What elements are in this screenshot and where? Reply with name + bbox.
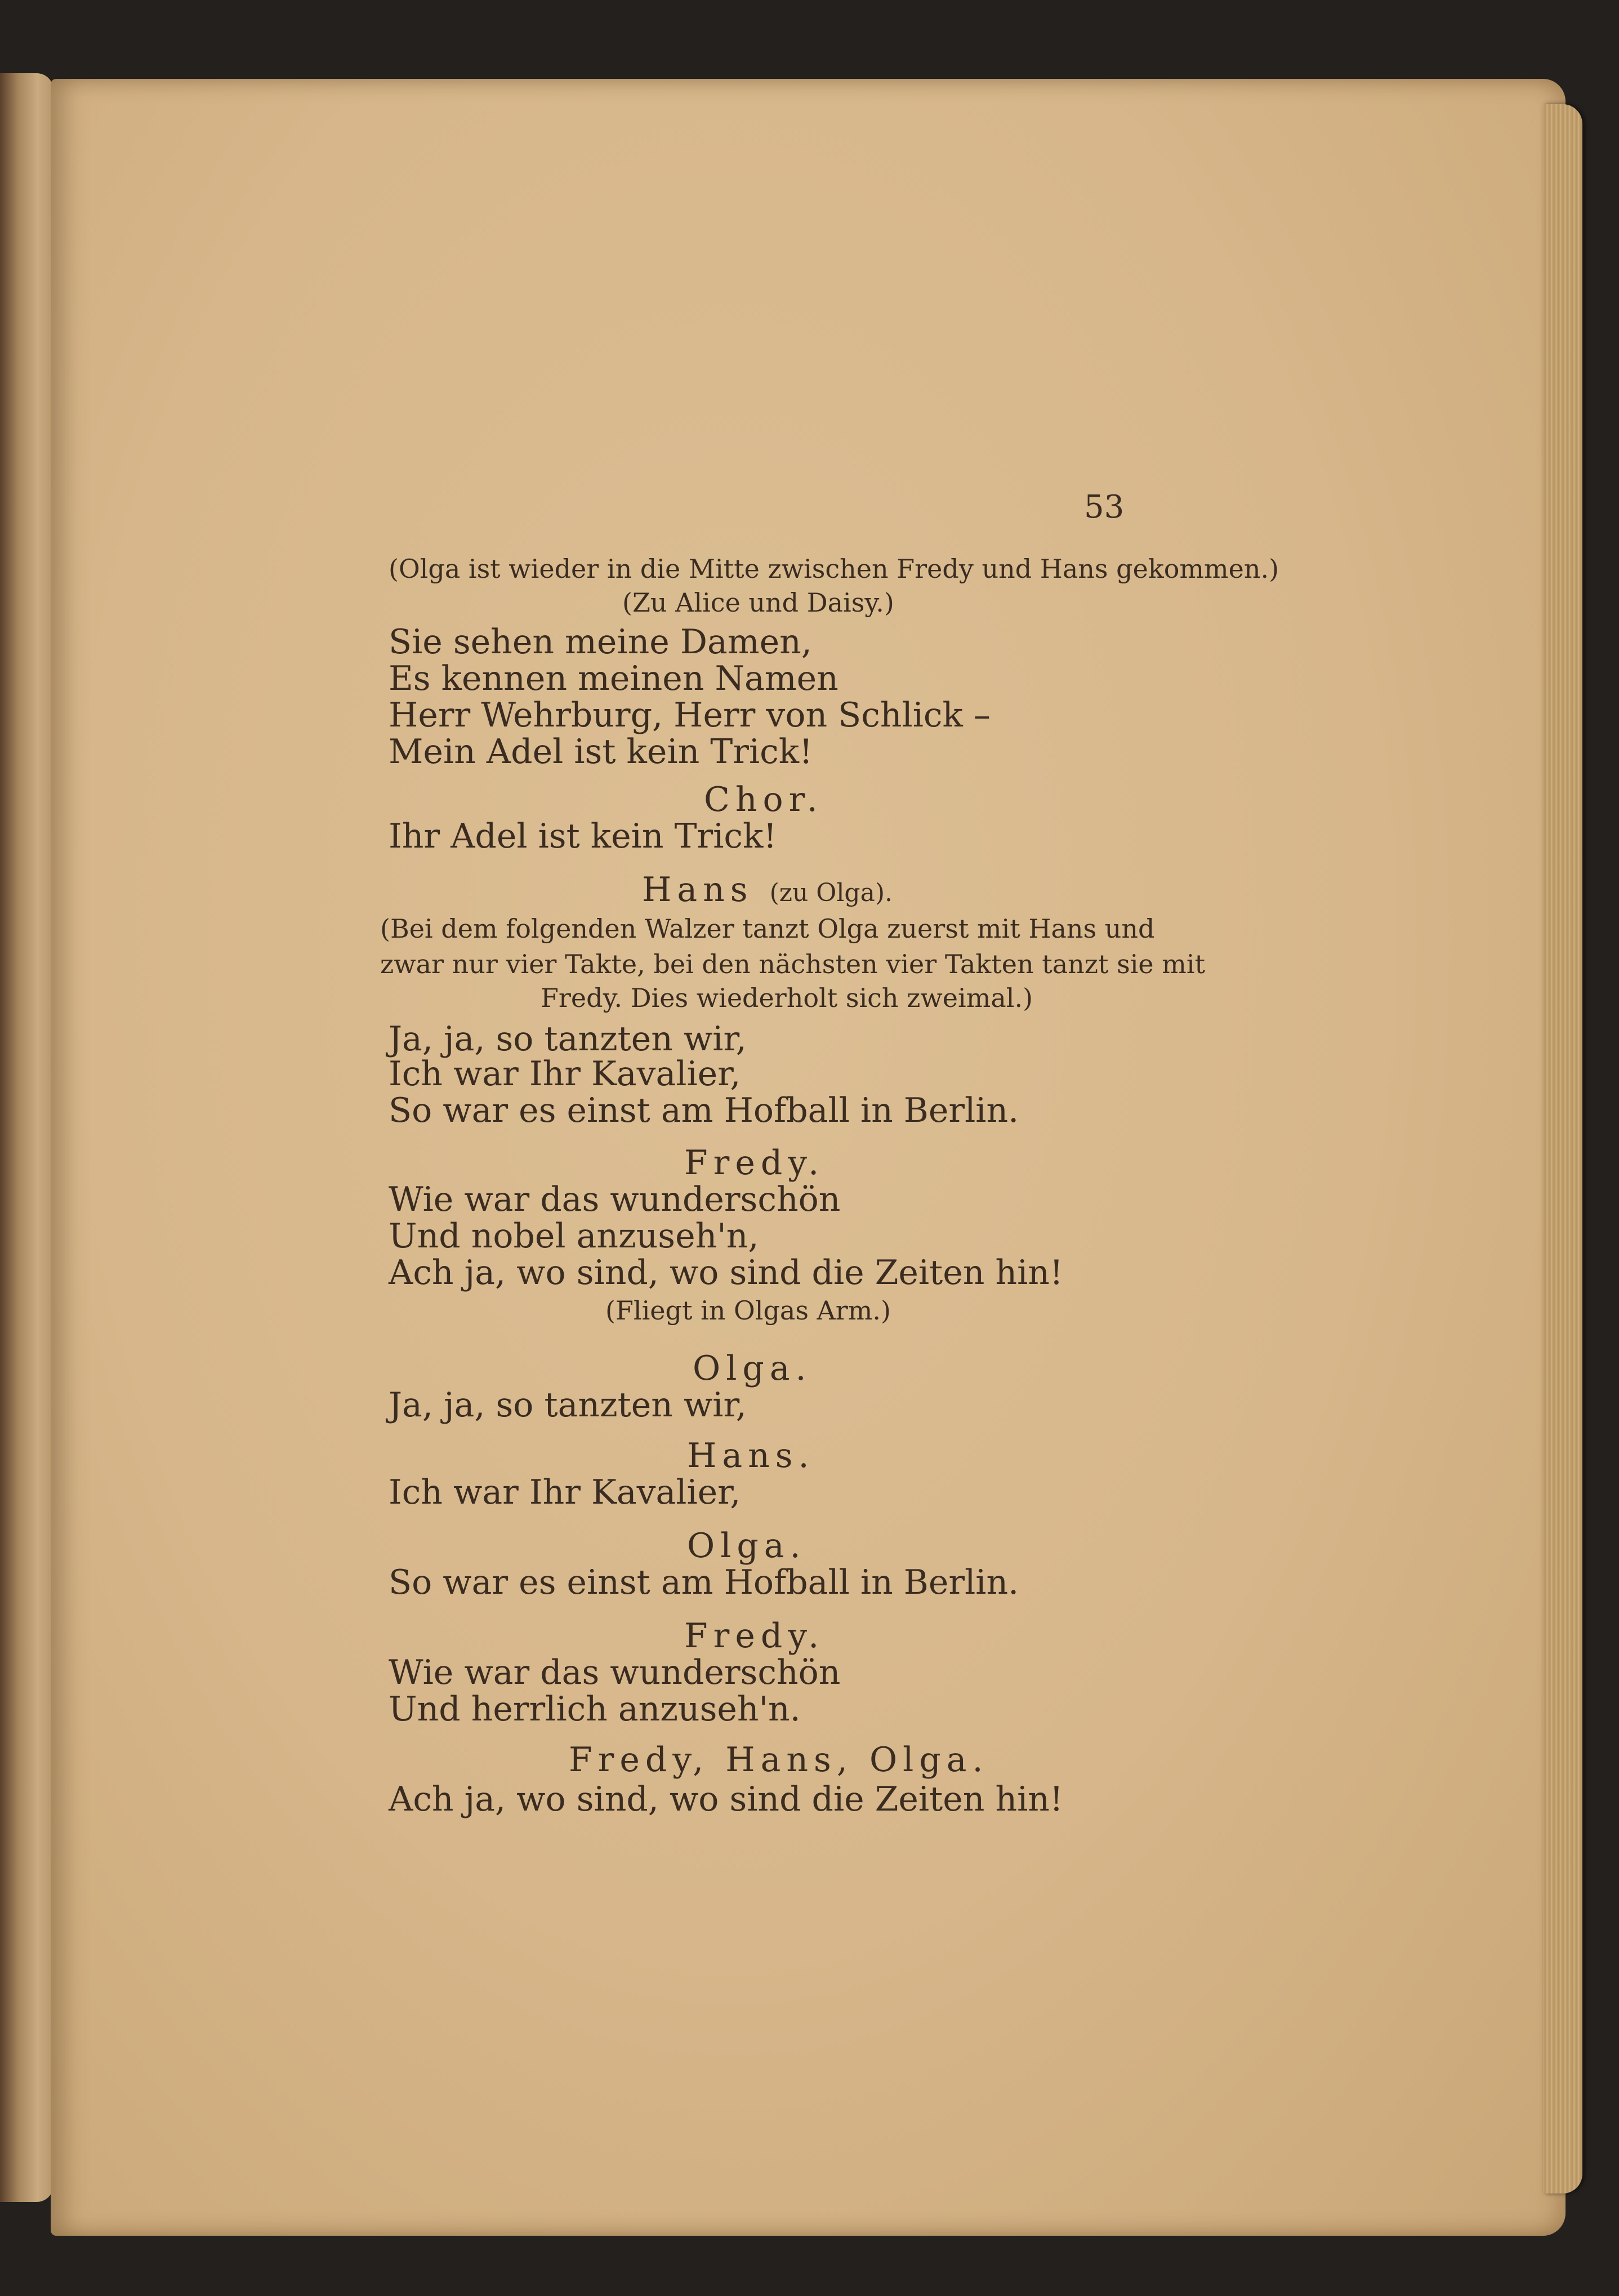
verse-line: So war es einst am Hofball in Berlin. — [389, 1091, 1019, 1130]
verse-line: Ich war Ihr Kavalier, — [389, 1473, 741, 1512]
verse-line: Ja, ja, so tanzten wir, — [389, 1019, 747, 1059]
verse-line: So war es einst am Hofball in Berlin. — [389, 1563, 1019, 1602]
speaker-heading: Fredy. — [684, 1143, 825, 1183]
speaker-heading: Chor. — [704, 780, 823, 819]
stage-direction: (Bei dem folgenden Walzer tanzt Olga zuerst mit Hans und — [380, 913, 1155, 944]
verse-line: Ihr Adel ist kein Trick! — [389, 817, 777, 856]
verse-line: Es kennen meinen Namen — [389, 659, 839, 698]
verse-line: Ach ja, wo sind, wo sind die Zeiten hin! — [389, 1253, 1064, 1292]
stage-direction: (Zu Alice und Daisy.) — [622, 587, 894, 618]
verse-line: Ich war Ihr Kavalier, — [389, 1054, 741, 1094]
verse-line: Ja, ja, so tanzten wir, — [389, 1385, 747, 1425]
speaker-heading: Olga. — [687, 1526, 806, 1566]
verse-line: Wie war das wunderschön — [389, 1180, 841, 1219]
speaker-heading: Fredy. — [684, 1616, 825, 1656]
speaker-heading: Olga. — [693, 1349, 812, 1388]
stage-direction: Fredy. Dies wiederholt sich zweimal.) — [541, 983, 1033, 1013]
verse-line: Und nobel anzuseh'n, — [389, 1216, 759, 1256]
speaker-heading — [642, 870, 893, 910]
verse-line: Wie war das wunderschön — [389, 1653, 841, 1692]
stage-direction: (Fliegt in Olgas Arm.) — [605, 1295, 891, 1326]
verse-line: Herr Wehrburg, Herr von Schlick – — [389, 696, 991, 735]
verse-line: Sie sehen meine Damen, — [389, 622, 812, 662]
verse-line: Ach ja, wo sind, wo sind die Zeiten hin! — [389, 1780, 1064, 1819]
stage-direction: zwar nur vier Takte, bei den nächsten vier Takten tanzt sie mit — [380, 949, 1206, 979]
page-number: 53 — [1084, 489, 1125, 525]
verse-line: Und herrlich anzuseh'n. — [389, 1689, 801, 1729]
speaker-heading: Hans. — [687, 1436, 815, 1475]
speaker-heading: Fredy, Hans, Olga. — [569, 1740, 989, 1780]
verse-line: Mein Adel ist kein Trick! — [389, 732, 813, 772]
speaker-name: Hans — [642, 870, 753, 910]
stage-direction: (Olga ist wieder in die Mitte zwischen Fredy und Hans gekommen.) — [389, 554, 1279, 584]
speaker-direction: (zu Olga). — [769, 879, 893, 907]
